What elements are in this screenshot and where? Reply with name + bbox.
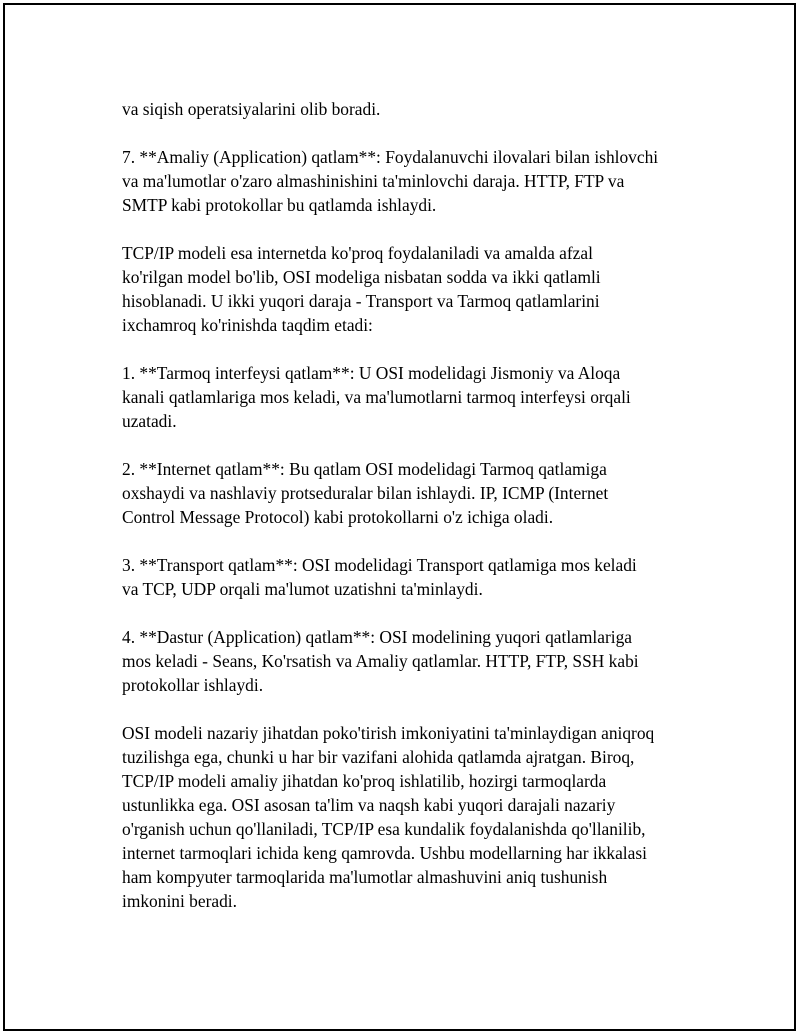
- page-frame: [3, 3, 796, 1031]
- paragraph-application-layer: 7. **Amaliy (Application) qatlam**: Foydalanuvchi ilovalari bilan ishlovchi va ma'lumotlar o'zaro almashinishini ta'minlovchi daraja. HTTP, FTP va SMTP kabi protokollar bu qatlamda ishlaydi.: [122, 147, 659, 215]
- paragraph-tcpip-intro: TCP/IP modeli esa internetda ko'proq foydalaniladi va amalda afzal ko'rilgan model bo'lib, OSI modeliga nisbatan sodda va ikki qatlamli hisoblanadi. U ikki yuqori daraja - Transport va Tarmoq qatlamlarini ixchamroq ko'rinishda taqdim etadi:: [122, 243, 601, 335]
- paragraph-internet-layer: 2. **Internet qatlam**: Bu qatlam OSI modelidagi Tarmoq qatlamiga oxshaydi va nashlaviy protseduralar bilan ishlaydi. IP, ICMP (Internet Control Message Protocol) kabi protokollarni o'z ichiga oladi.: [122, 459, 609, 527]
- paragraph-network-interface-layer: 1. **Tarmoq interfeysi qatlam**: U OSI modelidagi Jismoniy va Aloqa kanali qatlamlariga mos keladi, va ma'lumotlarni tarmoq interfeysi orqali uzatadi.: [122, 363, 631, 431]
- paragraph-continuation: va siqish operatsiyalarini olib boradi.: [122, 99, 381, 119]
- paragraph-program-layer: 4. **Dastur (Application) qatlam**: OSI modelining yuqori qatlamlariga mos keladi - Seans, Ko'rsatish va Amaliy qatlamlar. HTTP, FTP, SSH kabi protokollar ishlaydi.: [122, 627, 639, 695]
- document-body: [122, 97, 702, 913]
- paragraph-transport-layer: 3. **Transport qatlam**: OSI modelidagi Transport qatlamiga mos keladi va TCP, UDP orqali ma'lumot uzatishni ta'minlaydi.: [122, 555, 637, 599]
- paragraph-conclusion: OSI modeli nazariy jihatdan poko'tirish imkoniyatini ta'minlaydigan aniqroq tuzilishga ega, chunki u har bir vazifani alohida qatlamda ajratgan. Biroq, TCP/IP modeli amaliy jihatdan ko'proq ishlatilib, hozirgi tarmoqlarda ustunlikka ega. OSI asosan ta'lim va naqsh kabi yuqori darajali nazariy o'rganish uchun qo'llaniladi, TCP/IP esa kundalik foydalanishda qo'llanilib, internet tarmoqlari ichida keng qamrovda. Ushbu modellarning har ikkalasi ham kompyuter tarmoqlarida ma'lumotlar almashuvini aniq tushunish imkonini beradi.: [122, 723, 655, 911]
